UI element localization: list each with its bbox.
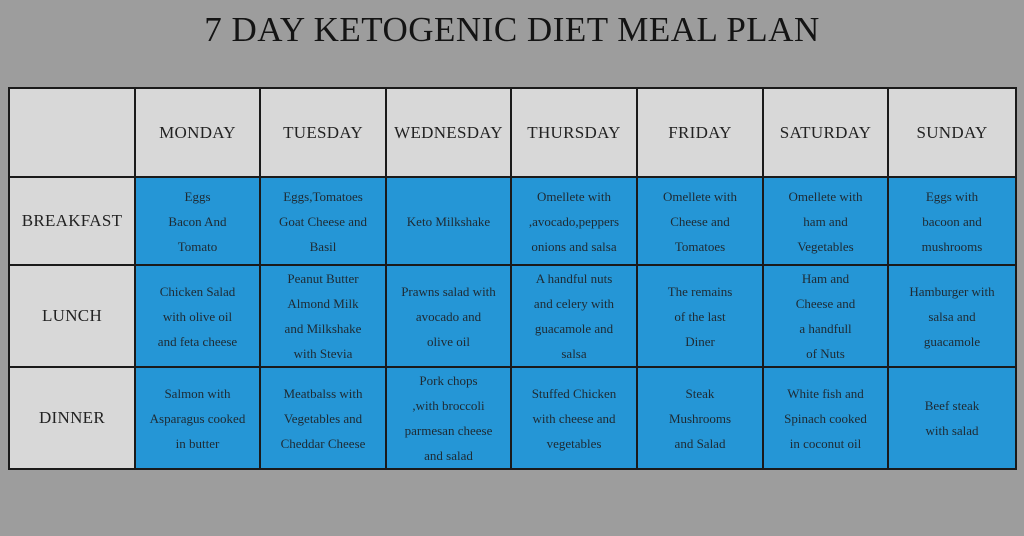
day-header-thursday: THURSDAY	[511, 88, 637, 177]
meal-text: Chicken Salad with olive oil and feta cheese	[157, 283, 238, 349]
meal-cell	[260, 367, 386, 469]
day-header-monday: MONDAY	[135, 88, 260, 177]
meal-text: Salmon with Asparagus cooked in butter	[149, 385, 246, 451]
meal-cell	[763, 177, 888, 265]
meal-cell	[763, 265, 888, 367]
meal-text: Meatbalss with Vegetables and Cheddar Cheese	[280, 385, 366, 451]
meal-text: Omellete with ham and Vegetables	[788, 188, 863, 254]
table-row-breakfast	[9, 177, 1016, 265]
meal-plan-table	[8, 87, 1017, 470]
table-row-lunch	[9, 265, 1016, 367]
meal-cell	[386, 177, 511, 265]
meal-cell	[511, 367, 637, 469]
meal-cell	[888, 367, 1016, 469]
meal-text: Peanut Butter Almond Milk and Milkshake with Stevia	[284, 271, 362, 361]
meal-text: Omellete with Cheese and Tomatoes	[662, 188, 737, 254]
meal-text: Pork chops ,with broccoli parmesan cheese and salad	[404, 373, 493, 463]
table-row-dinner	[9, 367, 1016, 469]
meal-text: Keto Milkshake	[406, 213, 491, 229]
meal-text: Eggs with bacoon and mushrooms	[921, 188, 983, 254]
meal-text: Beef steak with salad	[924, 398, 980, 438]
day-header-sunday: SUNDAY	[888, 88, 1016, 177]
meal-cell	[888, 177, 1016, 265]
meal-cell	[637, 265, 763, 367]
meal-text: Prawns salad with avocado and olive oil	[401, 283, 496, 349]
day-header-friday: FRIDAY	[637, 88, 763, 177]
meal-text: Eggs Bacon And Tomato	[168, 188, 227, 254]
meal-text: A handful nuts and celery with guacamole and salsa	[533, 271, 615, 361]
meal-cell	[260, 265, 386, 367]
meal-label-breakfast: BREAKFAST	[9, 177, 135, 265]
meal-text: White fish and Spinach cooked in coconut oil	[784, 385, 867, 451]
meal-label-lunch: LUNCH	[9, 265, 135, 367]
meal-cell	[135, 367, 260, 469]
meal-cell	[511, 177, 637, 265]
meal-text: Steak Mushrooms and Salad	[668, 385, 732, 451]
day-header-tuesday: TUESDAY	[260, 88, 386, 177]
meal-text: The remains of the last Diner	[667, 283, 733, 349]
meal-text: Eggs,Tomatoes Goat Cheese and Basil	[278, 188, 368, 254]
meal-cell	[637, 177, 763, 265]
meal-cell	[135, 177, 260, 265]
meal-cell	[888, 265, 1016, 367]
day-header-saturday: SATURDAY	[763, 88, 888, 177]
meal-cell	[386, 265, 511, 367]
meal-cell	[135, 265, 260, 367]
meal-cell	[386, 367, 511, 469]
meal-text: Ham and Cheese and a handfull of Nuts	[795, 271, 856, 361]
meal-cell	[260, 177, 386, 265]
meal-text: Omellete with ,avocado,peppers onions and salsa	[528, 188, 620, 254]
meal-cell	[637, 367, 763, 469]
meal-text: Stuffed Chicken with cheese and vegetables	[531, 385, 617, 451]
day-header-wednesday: WEDNESDAY	[386, 88, 511, 177]
meal-label-dinner: DINNER	[9, 367, 135, 469]
header-row	[9, 88, 1016, 177]
corner-cell	[9, 88, 135, 177]
meal-cell	[763, 367, 888, 469]
meal-cell	[511, 265, 637, 367]
page-title: 7 DAY KETOGENIC DIET MEAL PLAN	[204, 10, 820, 49]
meal-text: Hamburger with salsa and guacamole	[909, 283, 995, 349]
